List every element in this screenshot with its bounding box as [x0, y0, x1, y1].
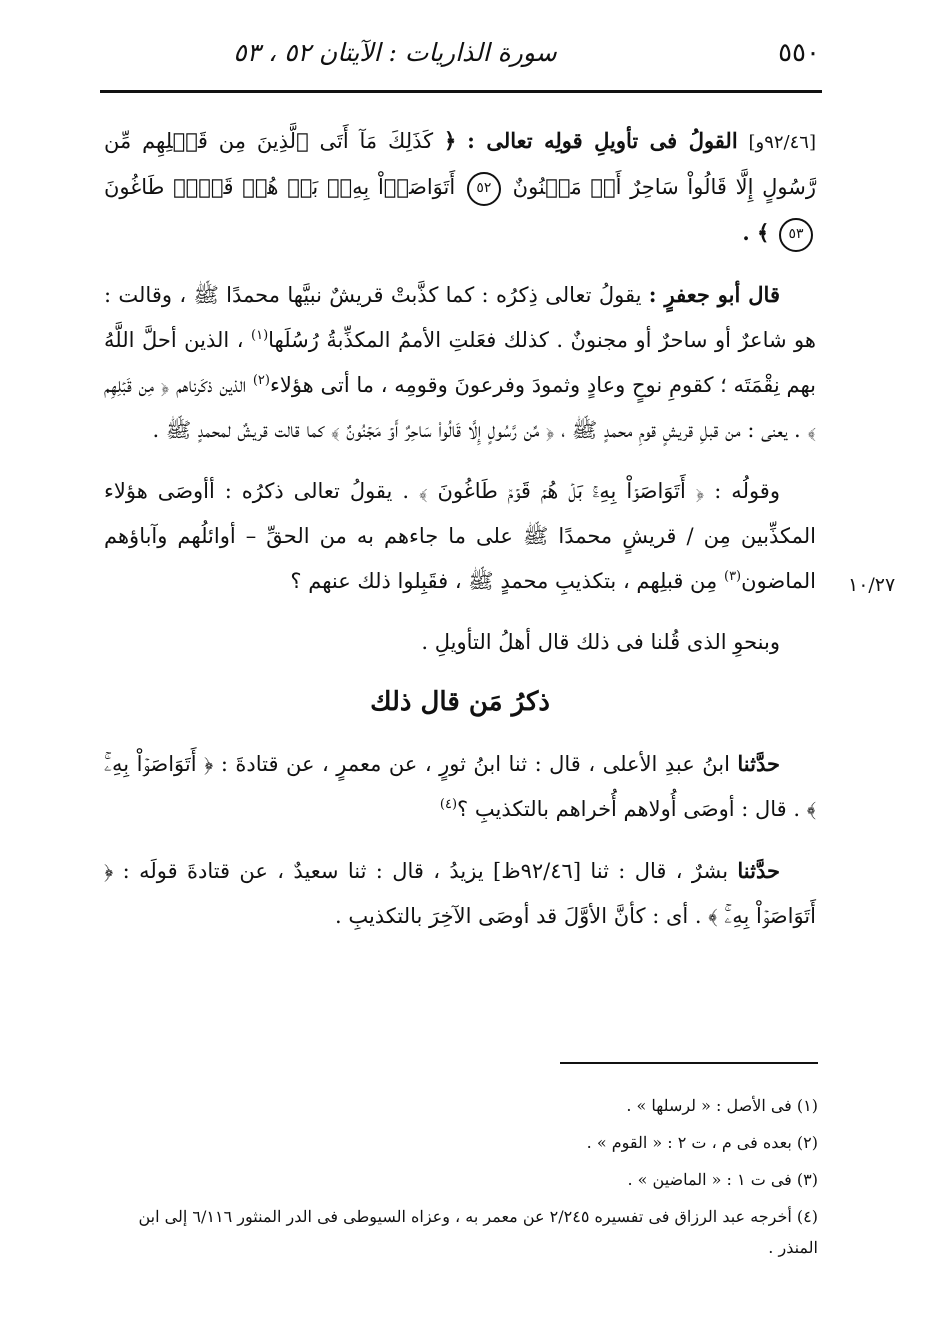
verse-close-bracket: ﴾ . — [742, 220, 770, 245]
paragraph-text: الذين ذكَرناهم ﴿ مِن قَبۡلِهِم ﴾ . يعنى : من قبلِ قريشٍ قومِ محمدٍ ﷺ ، ﴿ مِّن رَّسُولٍ إِلَّا قَالُواْ سَاحِرٌ أَوۡ مَجۡنُونٌ ﴾ كما قالت قريشٌ لمحمدٍ ﷺ . — [104, 373, 816, 442]
paragraph-lead: قال أبو جعفرٍ : — [648, 282, 780, 307]
paragraph-narration — [104, 848, 816, 939]
paragraph-narration — [104, 741, 816, 832]
paragraph-text: وقولُه : ﴿ أَتَوَاصَوۡاْ بِهِۦۚ بَلۡ هُمۡ قَوۡمٞ طَاغُونَ ﴾ . يقولُ تعالى ذكرُه : أأوصَى هؤلاء المكذِّبين مِن / قريشٍ محمدًا ﷺ على ما جاءهم به من الحقِّ – أوائلُهم وآباؤهم الماضون — [104, 479, 816, 593]
paragraph-text: ، الذين أحلَّ اللَّهُ بهم نِقْمَتَه ؛ كقومِ نوحٍ وعادٍ وثمودَ وفرعونَ وقومِه ، ما أتى هؤلاء — [104, 328, 816, 397]
footnote: (٤) أخرجه عبد الرزاق فى تفسيره ٢/٢٤٥ عن معمر به ، وعزاه السيوطى فى الدر المنثور ٦/١١٦ إلى ابن المنذر . — [138, 1207, 818, 1257]
ayah-number-marker: ٥٢ — [467, 172, 501, 206]
footnote: (١) فى الأصل : « لرسلها » . — [626, 1096, 818, 1115]
paragraph-commentary: وبنحوِ الذى قُلنا فى ذلك قال أهلُ التأويلِ . — [421, 630, 780, 654]
paragraph-lead: القولُ فى تأويلِ قولِه تعالى : — [467, 128, 738, 153]
paragraph-text: مِن قبلِهم ، بتكذيبِ محمدٍ ﷺ ، فقَبِلوا ذلك عنهم ؟ — [290, 569, 718, 593]
paragraph-commentary — [104, 469, 816, 604]
quran-verse-53: أَتَوَاصَوۡاْ بِهِۦۚ بَلۡ هُمۡ قَوۡمٞ طَاغُونَ — [104, 175, 456, 199]
page-number: ٥٥٠ — [778, 38, 820, 68]
page-header — [100, 34, 820, 84]
paragraph-text: يقولُ تعالى ذِكرُه : كما كذَّبتْ قريشٌ نبيَّها محمدًا ﷺ ، وقالت : هو شاعرٌ أو ساحرٌ أو مجنونٌ . كذلك فعَلتِ الأممُ المكذِّبةُ رُسُلَها — [104, 283, 816, 352]
footnote: (٢) بعده فى م ، ت ٢ : « القوم » . — [586, 1133, 818, 1152]
quran-verse-52: كَذَلِكَ مَآ أَتَى ٱلَّذِينَ مِن قَبۡلِهِم مِّن رَّسُولٍ إِلَّا قَالُواْ سَاحِرٌ أَوۡ مَجۡنُونٌ — [104, 129, 816, 199]
footnote-divider — [560, 1062, 818, 1064]
margin-volume-note: ١٠/٢٧ — [848, 574, 896, 596]
ayah-number-marker: ٥٣ — [779, 218, 813, 252]
paragraph-verse-heading — [104, 118, 816, 256]
paragraph-lead: حدَّثنا — [737, 858, 780, 883]
paragraph-commentary — [104, 272, 816, 453]
header-divider — [100, 90, 822, 93]
footnote-reference: (٣) — [723, 569, 742, 584]
footnote-reference: (٤) — [439, 797, 458, 812]
section-title: ذكرُ مَن قال ذلك — [370, 687, 550, 717]
footnote-reference: (١) — [251, 328, 269, 343]
volume-reference: [٩٢/٤٦و] — [748, 132, 816, 153]
paragraph-text: ابنُ عبدِ الأعلى ، قال : ثنا ابنُ ثورٍ ، عن معمرٍ ، عن قتادةَ : ﴿ أَتَوَاصَوۡاْ بِهِۦۚ ﴾ . قال : أوصَى أُولاهم أُخراهم بالتكذيبِ ؟ — [104, 752, 816, 821]
footnotes — [108, 1090, 818, 1269]
footnote-reference: (٢) — [252, 373, 270, 388]
paragraph-lead: حدَّثنا — [737, 751, 780, 776]
verse-open-bracket: ﴿ — [443, 128, 457, 153]
paragraph-text: بشرٌ ، قال : ثنا [٩٢/٤٦ظ] يزيدُ ، قال : ثنا سعيدٌ ، عن قتادةَ قولَه : ﴿ أَتَوَاصَوۡاْ بِهِۦۚ ﴾ . أى : كأنَّ الأوَّلَ قد أوصَى الآخِرَ بالتكذيبِ . — [104, 859, 816, 928]
main-text — [104, 118, 816, 955]
footnote: (٣) فى ت ١ : « الماضين » . — [627, 1170, 818, 1189]
running-title: سورة الذاريات : الآيتان ٥٢ ، ٥٣ — [233, 38, 557, 67]
